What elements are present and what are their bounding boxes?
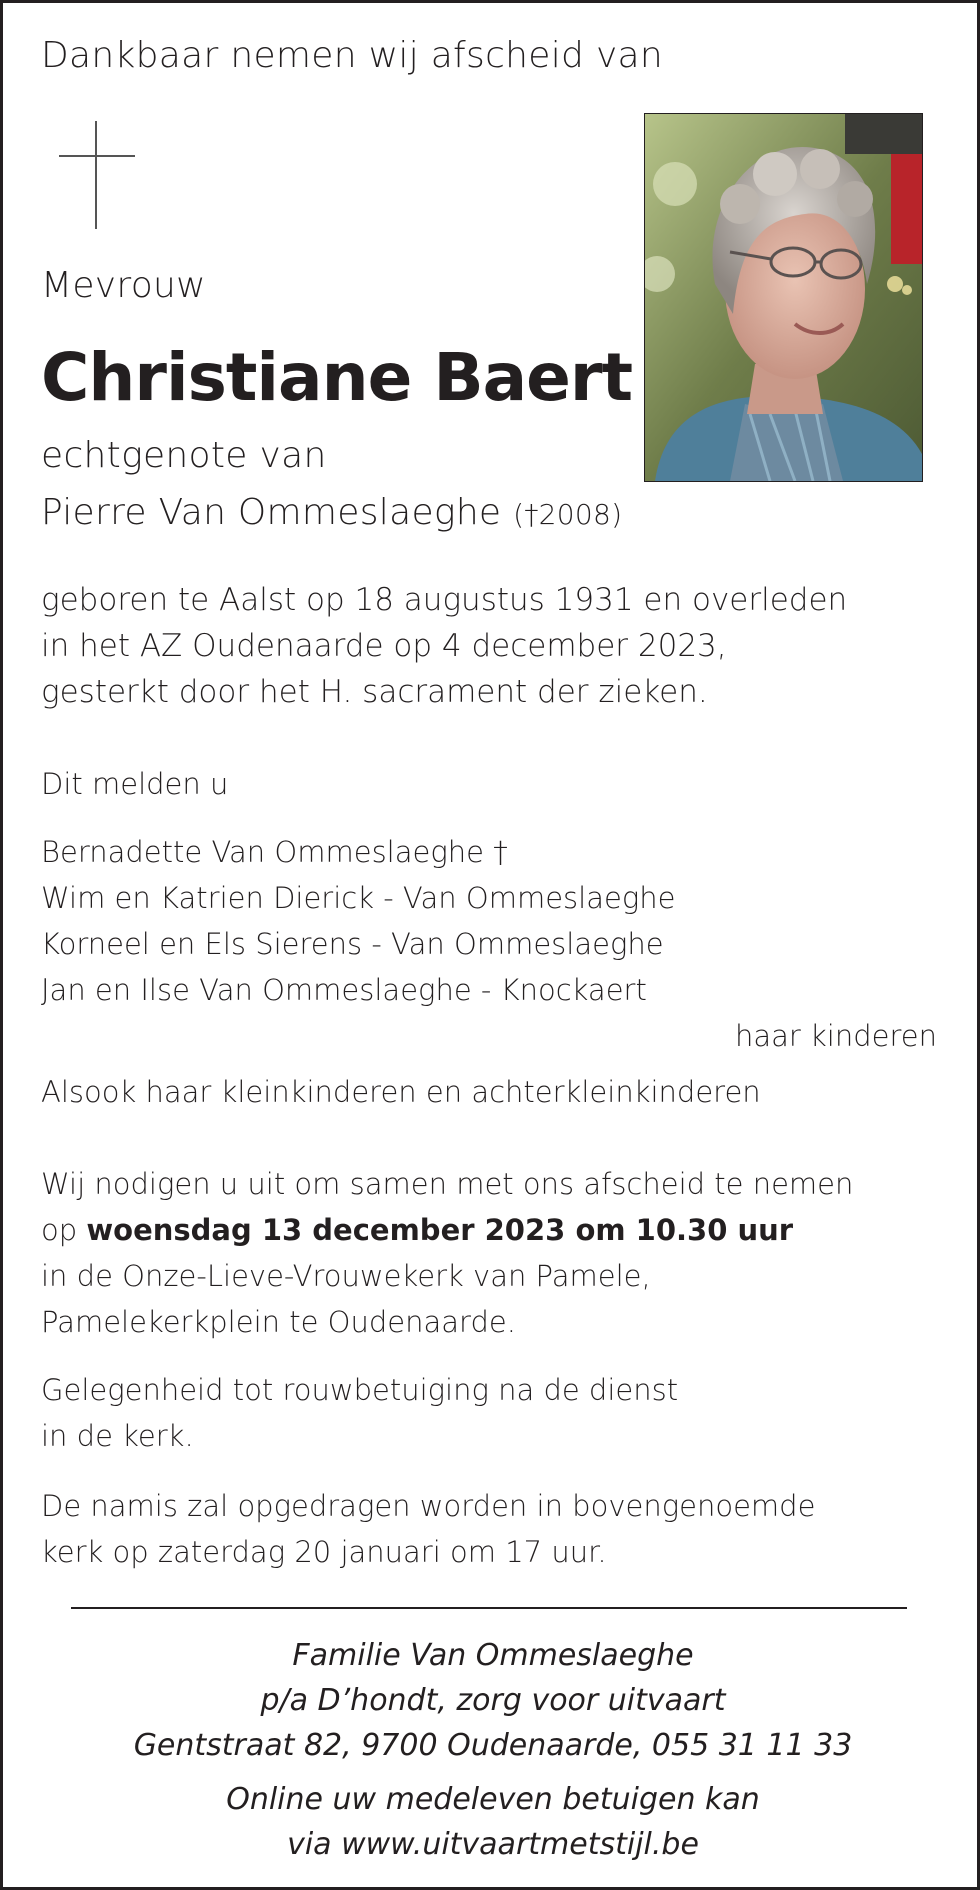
cross-icon <box>59 121 135 229</box>
deceased-name: Christiane Baert <box>41 339 633 416</box>
invitation-line <box>41 1207 853 1253</box>
mass-line: De namis zal opgedragen worden in bovengenoemde <box>41 1489 816 1523</box>
spouse-death: (†2008) <box>513 498 623 531</box>
online-line: Online uw medeleven betuigen kan <box>226 1782 760 1817</box>
portrait-photo <box>644 113 923 482</box>
funeral-home-line: Familie Van Ommeslaeghe <box>292 1638 694 1673</box>
online-link[interactable]: via www.uitvaartmetstijl.be <box>287 1827 699 1862</box>
children-label: haar kinderen <box>734 1019 937 1053</box>
birth-death-line: in het AZ Oudenaarde op 4 december 2023, <box>41 628 727 664</box>
funeral-home-block <box>3 1633 980 1768</box>
list-item: Jan en Ilse Van Ommeslaeghe - Knockaert <box>41 973 647 1007</box>
mass-line: kerk op zaterdag 20 januari om 17 uur. <box>41 1535 607 1569</box>
invitation-prefix: op <box>41 1213 78 1247</box>
funeral-home-line: p/a D’hondt, zorg voor uitvaart <box>260 1683 726 1718</box>
list-item: Korneel en Els Sierens - Van Ommeslaeghe <box>41 927 664 961</box>
invitation-paragraph <box>41 1161 853 1345</box>
birth-death-line: gesterkt door het H. sacrament der zieken. <box>41 674 708 710</box>
list-item: Bernadette Van Ommeslaeghe † <box>41 835 508 869</box>
condolence-line: Gelegenheid tot rouwbetuiging na de dienst <box>41 1373 679 1407</box>
birth-death-paragraph <box>41 577 847 715</box>
condolence-line: in de kerk. <box>41 1419 194 1453</box>
service-datetime: woensdag 13 december 2023 om 10.30 uur <box>86 1213 794 1247</box>
spouse-line <box>41 490 622 538</box>
funeral-home-line: Gentstraat 82, 9700 Oudenaarde, 055 31 11 33 <box>133 1728 853 1763</box>
announcement-text: Dit melden u <box>41 767 229 801</box>
spouse-relation: echtgenote van <box>41 435 327 476</box>
invitation-line: in de Onze-Lieve-Vrouwekerk van Pamele, <box>41 1259 651 1293</box>
children-list <box>41 829 675 1013</box>
deceased-title: Mevrouw <box>41 265 206 306</box>
spouse-name: Pierre Van Ommeslaeghe <box>41 492 502 533</box>
intro-text: Dankbaar nemen wij afscheid van <box>41 35 664 76</box>
invitation-line: Pamelekerkplein te Oudenaarde. <box>41 1305 516 1339</box>
mass-paragraph <box>41 1483 815 1575</box>
condolence-paragraph <box>41 1367 678 1459</box>
online-condolence-block <box>3 1777 980 1867</box>
grandchildren-text: Alsook haar kleinkinderen en achterkleinkinderen <box>41 1075 761 1109</box>
list-item: Wim en Katrien Dierick - Van Ommeslaeghe <box>41 881 676 915</box>
birth-death-line: geboren te Aalst op 18 augustus 1931 en overleden <box>41 582 848 618</box>
invitation-line: Wij nodigen u uit om samen met ons afscheid te nemen <box>41 1167 854 1201</box>
divider <box>71 1607 907 1609</box>
